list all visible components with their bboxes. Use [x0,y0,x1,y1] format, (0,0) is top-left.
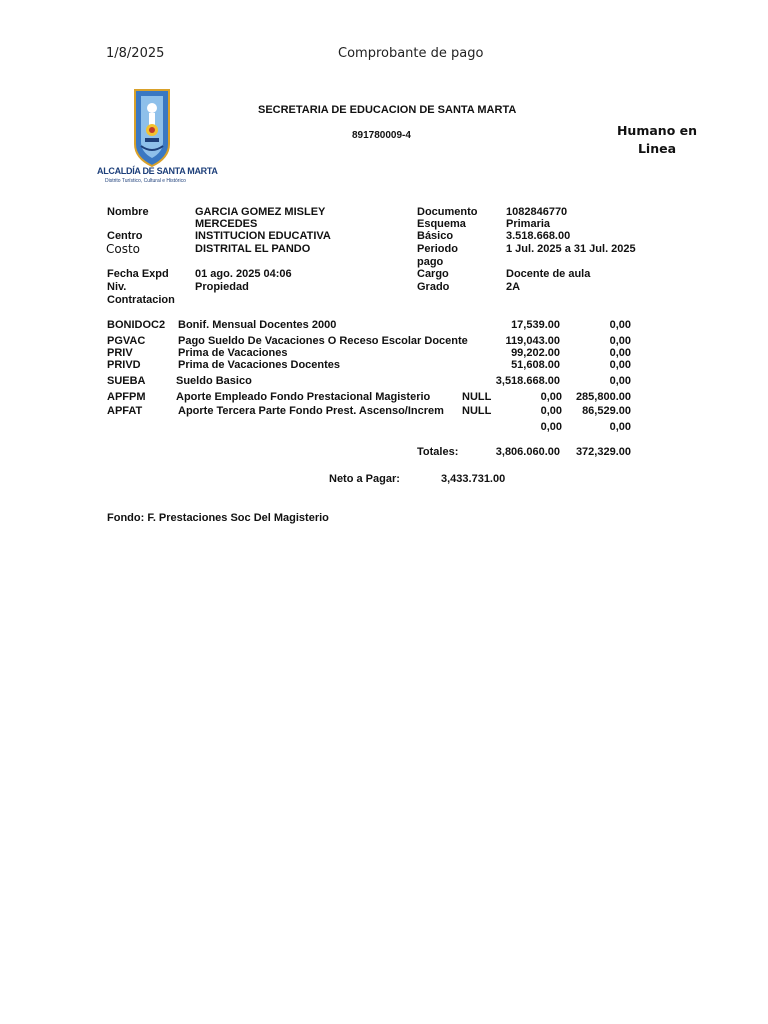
nombre-value-1: GARCIA GOMEZ MISLEY [195,206,326,218]
fecha-value: 01 ago. 2025 04:06 [195,268,292,280]
item-devengado: 51,608.00 [511,359,560,371]
documento-label: Documento [417,206,478,218]
documento-value: 1082846770 [506,206,568,218]
grado-value: 2A [506,281,521,293]
totals-deduccion: 372,329.00 [575,446,631,458]
item-deduccion: 0,00 [609,347,631,359]
item-devengado: 0,00 [540,405,562,417]
item-desc: Aporte Empleado Fondo Prestacional Magisterio [176,391,431,403]
totals-label: Totales: [417,446,459,458]
item-code: PGVAC [107,335,146,347]
item-desc: Prima de Vacaciones Docentes [178,359,341,371]
org-title: SECRETARIA DE EDUCACION DE SANTA MARTA [258,104,517,116]
totals-devengado: 3,806.060.00 [495,446,560,458]
centro-value: INSTITUCION EDUCATIVA [195,230,331,242]
nombre-value-2: MERCEDES [195,218,258,230]
item-deduccion: 0,00 [609,421,631,433]
fecha-label: Fecha Expd [107,268,169,280]
app-name-line1: Humano en [616,123,698,138]
niv-value: Propiedad [195,281,249,293]
item-flag: NULL [462,405,492,417]
grado-label: Grado [417,281,450,293]
periodo-label-2: pago [417,256,444,268]
alcaldia-logo [97,84,218,188]
app-name-line2: Linea [637,141,677,156]
item-desc: Pago Sueldo De Vacaciones O Receso Escolar Docente [178,335,468,347]
item-code: PRIV [107,347,133,359]
neto-label: Neto a Pagar: [329,473,400,485]
item-devengado: 99,202.00 [511,347,560,359]
costo-value: DISTRITAL EL PANDO [195,243,311,255]
centro-label: Centro [107,230,143,242]
basico-value: 3.518.668.00 [506,230,571,242]
item-deduccion: 285,800.00 [575,391,631,403]
item-devengado: 0,00 [540,391,562,403]
item-deduccion: 0,00 [609,359,631,371]
basico-label: Básico [417,230,454,242]
cargo-value: Docente de aula [506,268,591,280]
item-deduccion: 0,00 [609,319,631,331]
item-devengado: 17,539.00 [511,319,560,331]
logo-text: ALCALDÍA DE SANTA MARTA [97,166,218,176]
item-code: APFPM [107,391,146,403]
fondo-text: Fondo: F. Prestaciones Soc Del Magisterio [107,512,329,524]
print-date: 1/8/2025 [106,46,165,61]
item-devengado: 119,043.00 [505,335,560,347]
item-desc: Prima de Vacaciones [178,347,288,359]
periodo-label-1: Periodo [417,243,458,255]
neto-value: 3,433.731.00 [441,473,506,485]
document-title: Comprobante de pago [338,46,484,61]
item-devengado: 0,00 [540,421,562,433]
item-code: SUEBA [107,375,146,387]
item-deduccion: 0,00 [609,335,631,347]
costo-label: Costo [106,242,141,256]
item-desc: Bonif. Mensual Docentes 2000 [178,319,337,331]
item-desc: Aporte Tercera Parte Fondo Prest. Ascenso/Increm [178,405,444,417]
cargo-label: Cargo [417,268,449,280]
nombre-label: Nombre [107,206,149,218]
esquema-label: Esquema [417,218,466,230]
item-flag: NULL [462,391,492,403]
item-code: APFAT [107,405,143,417]
item-deduccion: 0,00 [609,375,631,387]
org-id: 891780009-4 [352,130,411,141]
item-devengado: 3,518.668.00 [495,375,560,387]
periodo-value: 1 Jul. 2025 a 31 Jul. 2025 [506,243,636,255]
item-deduccion: 86,529.00 [582,405,631,417]
item-desc: Sueldo Basico [176,375,252,387]
esquema-value: Primaria [506,218,551,230]
logo-subtitle: Distrito Turístico, Cultural e Histórico [105,178,186,184]
item-code: PRIVD [107,359,141,371]
niv-label-2: Contratacion [107,294,175,306]
item-code: BONIDOC2 [107,319,166,331]
niv-label-1: Niv. [107,281,127,293]
